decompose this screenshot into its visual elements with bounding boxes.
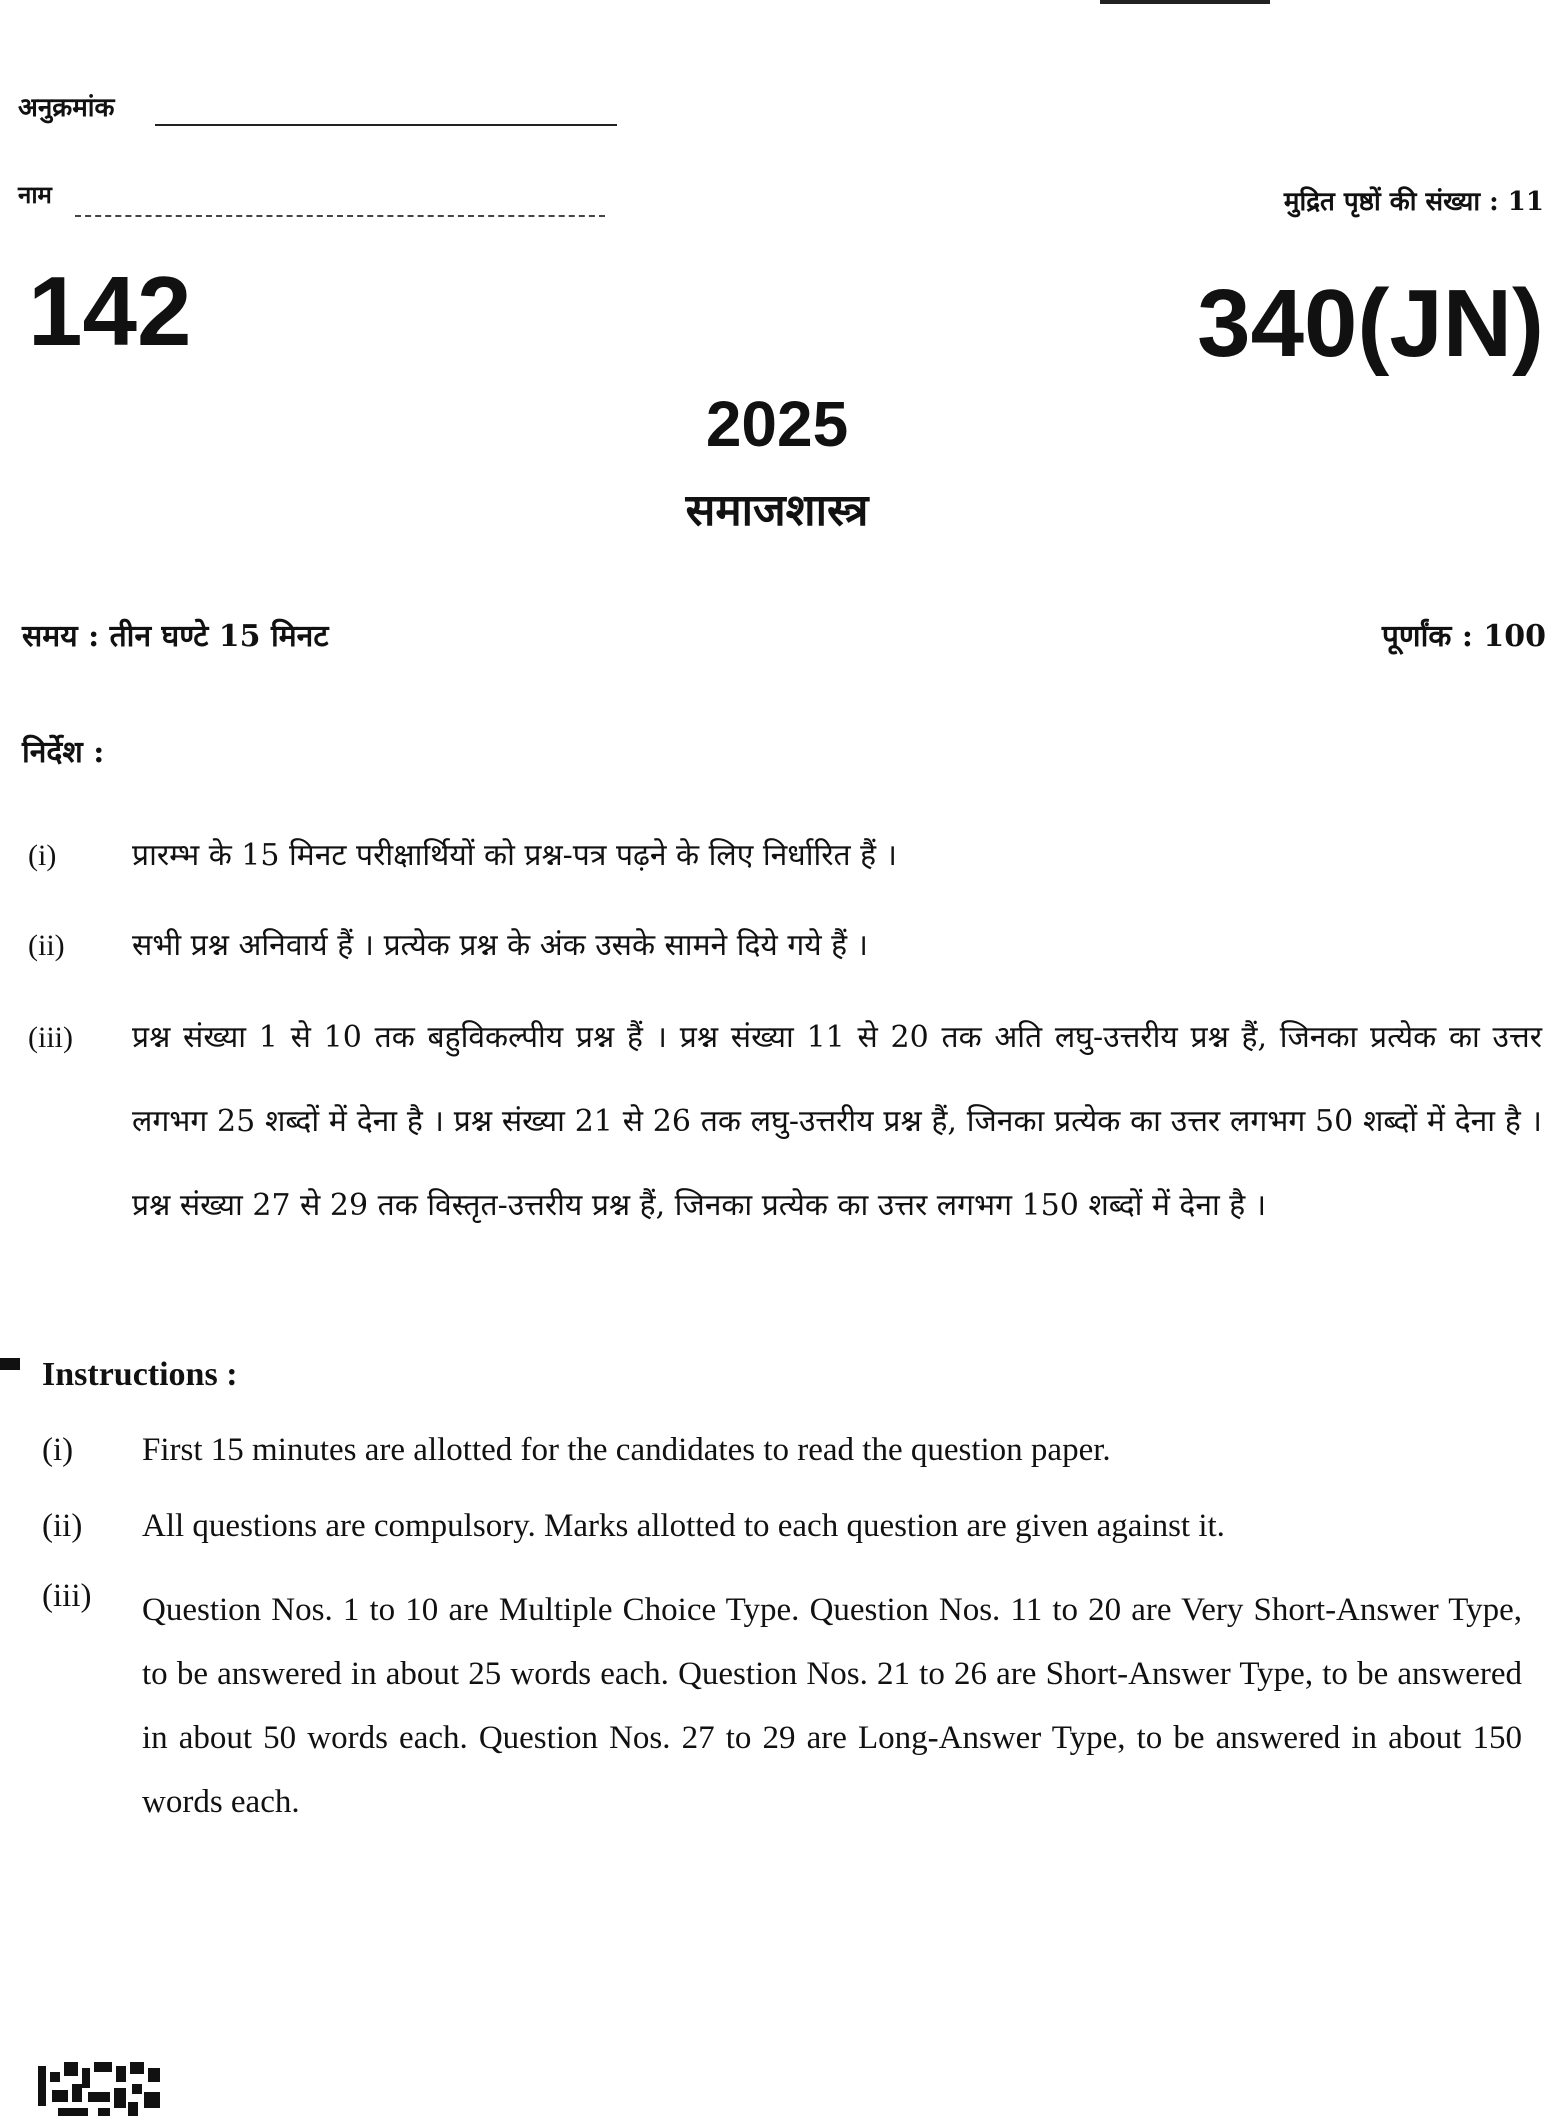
item-text: All questions are compulsory. Marks allotted to each question are given against it. <box>142 1508 1225 1544</box>
item-text: Question Nos. 1 to 10 are Multiple Choice Type. Question Nos. 11 to 20 are Very Short-Answer Type, to be answered in about 25 words each. Question Nos. 21 to 26 are Short-Answer Type, to be answered in about 50 words each. Question Nos. 27 to 29 are Long-Answer Type, to be answered in about 150 words each. <box>142 1592 1522 1820</box>
instruction-item-hindi <box>28 814 1518 898</box>
subject-title: समाजशास्त्र <box>685 485 869 536</box>
barcode-icon <box>38 2062 166 2118</box>
item-text: प्रारम्भ के 15 मिनट परीक्षार्थियों को प्रश्न-पत्र पढ़ने के लिए निर्धारित हैं । <box>132 838 898 873</box>
item-text: सभी प्रश्न अनिवार्य हैं । प्रत्येक प्रश्न के अंक उसके सामने दिये गये हैं । <box>132 928 868 963</box>
item-text: प्रश्न संख्या 1 से 10 तक बहुविकल्पीय प्रश्न हैं । प्रश्न संख्या 11 से 20 तक अति लघु-उत्तरीय प्रश्न हैं, जिनका प्रत्येक का उत्तर लगभग 25 शब्दों में देना है । प्रश्न संख्या 21 से 26 तक लघु-उत्तरीय प्रश्न हैं, जिनका प्रत्येक का उत्तर लगभग 50 शब्दों में देना है । प्रश्न संख्या 27 से 29 तक विस्तृत-उत्तरीय प्रश्न हैं, जिनका प्रत्येक का उत्तर लगभग 150 शब्दों में देना है । <box>132 1020 1542 1223</box>
item-number: (i) <box>28 839 57 872</box>
item-number: (ii) <box>28 929 65 962</box>
paper-code-left: 142 <box>28 256 192 366</box>
top-rule <box>1100 0 1270 4</box>
roll-number-field[interactable] <box>155 124 617 126</box>
instructions-heading-hindi: निर्देश : <box>22 735 105 770</box>
name-field[interactable] <box>75 215 605 217</box>
exam-year: 2025 <box>705 388 849 460</box>
roll-number-label: अनुक्रमांक <box>18 93 115 123</box>
paper-code-right: 340(JN) <box>1197 270 1544 377</box>
instruction-item-english <box>42 1432 1522 1469</box>
item-number: (ii) <box>42 1508 83 1544</box>
instruction-item-english <box>42 1508 1522 1545</box>
item-number: (iii) <box>42 1578 92 1614</box>
instruction-item-hindi <box>28 996 1542 1223</box>
name-label: नाम <box>18 180 52 209</box>
time-allowed: समय : तीन घण्टे 15 मिनट <box>22 619 329 654</box>
printed-pages-count: मुद्रित पृष्ठों की संख्या : 11 <box>1283 187 1544 217</box>
item-text: First 15 minutes are allotted for the candidates to read the question paper. <box>142 1432 1111 1468</box>
item-number: (iii) <box>28 1021 73 1054</box>
instructions-heading-english: Instructions : <box>42 1356 238 1393</box>
instruction-item-english <box>42 1578 1522 1820</box>
margin-mark <box>0 1358 20 1370</box>
instruction-item-hindi <box>28 904 1518 988</box>
maximum-marks: पूर्णांक : 100 <box>1381 619 1546 654</box>
item-number: (i) <box>42 1432 74 1468</box>
